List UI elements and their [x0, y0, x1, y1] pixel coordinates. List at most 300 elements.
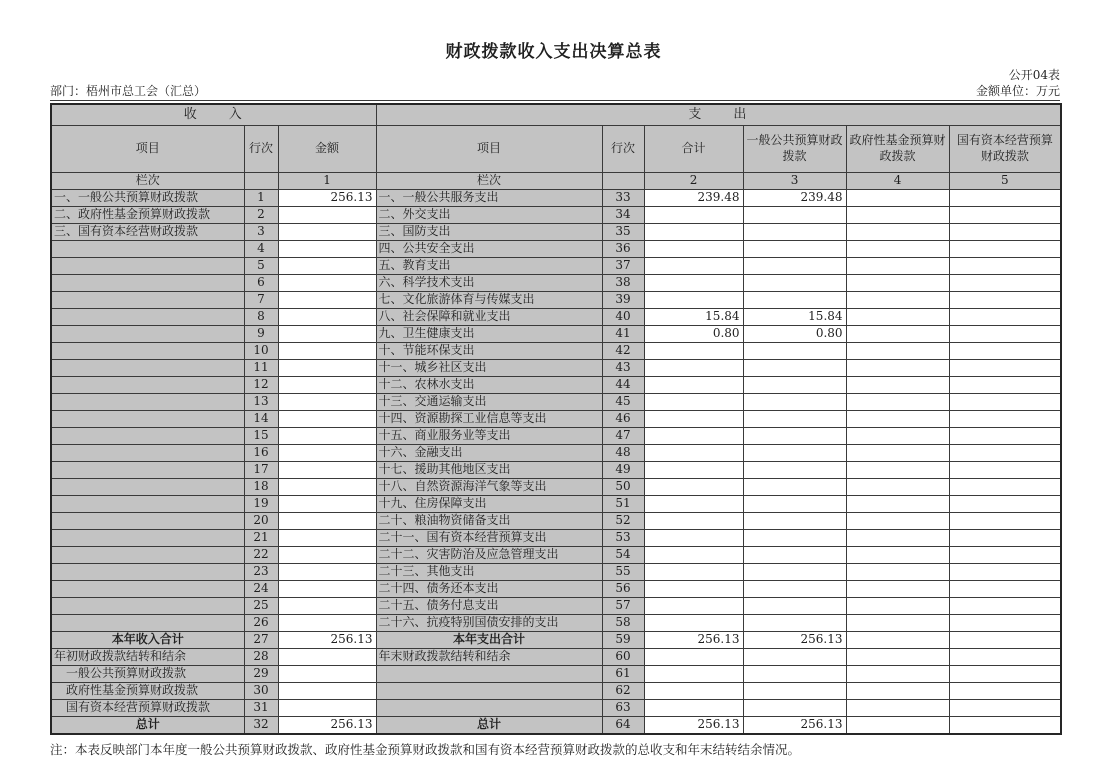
col-header-expense-total: 合计	[644, 126, 743, 173]
income-item-cell	[51, 394, 244, 411]
expense-item-cell: 三、国防支出	[376, 224, 602, 241]
expense-total-cell: 256.13	[644, 632, 743, 649]
expense-state-capital-cell	[949, 598, 1061, 615]
expense-line-cell: 47	[602, 428, 644, 445]
col-header-income-line: 行次	[244, 126, 278, 173]
income-amount-cell	[278, 411, 376, 428]
expense-state-capital-cell	[949, 394, 1061, 411]
expense-line-cell: 34	[602, 207, 644, 224]
expense-total-cell	[644, 394, 743, 411]
table-row	[51, 462, 1061, 479]
meta-block	[50, 68, 1060, 101]
expense-line-cell: 56	[602, 581, 644, 598]
expense-item-cell: 二十、粮油物资储备支出	[376, 513, 602, 530]
expense-general-budget-cell	[743, 462, 846, 479]
expense-gov-fund-cell	[846, 462, 949, 479]
expense-total-cell	[644, 207, 743, 224]
income-line-cell: 24	[244, 581, 278, 598]
expense-line-cell: 40	[602, 309, 644, 326]
income-amount-cell	[278, 547, 376, 564]
expense-general-budget-cell	[743, 649, 846, 666]
column-number-row	[51, 173, 1061, 190]
expense-general-budget-cell	[743, 598, 846, 615]
income-item-cell	[51, 241, 244, 258]
expense-general-budget-cell: 256.13	[743, 632, 846, 649]
income-amount-cell	[278, 598, 376, 615]
expense-gov-fund-cell	[846, 428, 949, 445]
table-row	[51, 292, 1061, 309]
expense-general-budget-cell	[743, 445, 846, 462]
income-line-cell: 3	[244, 224, 278, 241]
income-amount-cell	[278, 343, 376, 360]
table-row	[51, 632, 1061, 649]
income-item-cell	[51, 275, 244, 292]
income-amount-cell: 256.13	[278, 632, 376, 649]
expense-line-cell: 57	[602, 598, 644, 615]
expense-item-cell: 二十六、抗疫特别国债安排的支出	[376, 615, 602, 632]
expense-state-capital-cell	[949, 615, 1061, 632]
expense-line-cell: 35	[602, 224, 644, 241]
income-line-cell: 9	[244, 326, 278, 343]
expense-item-cell: 一、一般公共服务支出	[376, 190, 602, 207]
income-line-cell: 32	[244, 717, 278, 735]
income-amount-cell	[278, 394, 376, 411]
income-line-cell: 25	[244, 598, 278, 615]
col-header-general-budget: 一般公共预算财政拨款	[743, 126, 846, 173]
table-row	[51, 224, 1061, 241]
income-amount-cell	[278, 360, 376, 377]
income-item-cell: 总计	[51, 717, 244, 735]
expense-state-capital-cell	[949, 683, 1061, 700]
income-amount-cell	[278, 700, 376, 717]
table-row	[51, 258, 1061, 275]
section-header-row	[51, 104, 1061, 126]
expense-item-cell: 六、科学技术支出	[376, 275, 602, 292]
expense-general-budget-cell	[743, 666, 846, 683]
table-row	[51, 309, 1061, 326]
expense-total-cell	[644, 598, 743, 615]
income-line-cell: 12	[244, 377, 278, 394]
income-item-cell	[51, 598, 244, 615]
table-row	[51, 275, 1061, 292]
expense-state-capital-cell	[949, 547, 1061, 564]
expense-item-cell: 二十一、国有资本经营预算支出	[376, 530, 602, 547]
expense-general-budget-cell	[743, 224, 846, 241]
lanci-income-label: 栏次	[51, 173, 244, 190]
fiscal-table	[50, 103, 1062, 735]
expense-total-cell	[644, 496, 743, 513]
expense-total-cell	[644, 666, 743, 683]
expense-total-cell	[644, 445, 743, 462]
expense-general-budget-cell: 256.13	[743, 717, 846, 735]
income-item-cell	[51, 462, 244, 479]
table-row	[51, 377, 1061, 394]
table-row	[51, 394, 1061, 411]
expense-general-budget-cell	[743, 411, 846, 428]
expense-total-cell	[644, 513, 743, 530]
expense-general-budget-cell	[743, 513, 846, 530]
expense-line-cell: 54	[602, 547, 644, 564]
expense-gov-fund-cell	[846, 241, 949, 258]
expense-state-capital-cell	[949, 190, 1061, 207]
income-item-cell	[51, 564, 244, 581]
expense-state-capital-cell	[949, 258, 1061, 275]
expense-state-capital-cell	[949, 411, 1061, 428]
expense-gov-fund-cell	[846, 275, 949, 292]
expense-general-budget-cell: 0.80	[743, 326, 846, 343]
income-amount-cell	[278, 445, 376, 462]
expense-state-capital-cell	[949, 241, 1061, 258]
expense-line-cell: 64	[602, 717, 644, 735]
income-amount-cell	[278, 377, 376, 394]
expense-state-capital-cell	[949, 343, 1061, 360]
expense-state-capital-cell	[949, 564, 1061, 581]
col-header-state-capital: 国有资本经营预算财政拨款	[949, 126, 1061, 173]
income-amount-cell	[278, 649, 376, 666]
income-item-cell	[51, 292, 244, 309]
income-line-cell: 31	[244, 700, 278, 717]
expense-state-capital-cell	[949, 428, 1061, 445]
income-item-cell	[51, 479, 244, 496]
expense-state-capital-cell	[949, 360, 1061, 377]
income-amount-cell	[278, 479, 376, 496]
expense-state-capital-cell	[949, 309, 1061, 326]
expense-item-cell: 二十五、债务付息支出	[376, 598, 602, 615]
income-amount-cell	[278, 513, 376, 530]
expense-total-cell	[644, 615, 743, 632]
expense-state-capital-cell	[949, 632, 1061, 649]
income-item-cell: 一、一般公共预算财政拨款	[51, 190, 244, 207]
expense-gov-fund-cell	[846, 394, 949, 411]
expense-line-cell: 50	[602, 479, 644, 496]
expense-line-cell: 41	[602, 326, 644, 343]
table-row	[51, 190, 1061, 207]
lanci-expense-label: 栏次	[376, 173, 602, 190]
income-item-cell	[51, 258, 244, 275]
income-line-cell: 22	[244, 547, 278, 564]
income-line-cell: 5	[244, 258, 278, 275]
expense-total-cell	[644, 241, 743, 258]
income-line-cell: 7	[244, 292, 278, 309]
table-row	[51, 411, 1061, 428]
expense-line-cell: 36	[602, 241, 644, 258]
expense-gov-fund-cell	[846, 479, 949, 496]
table-row	[51, 207, 1061, 224]
expense-line-cell: 53	[602, 530, 644, 547]
expense-line-cell: 33	[602, 190, 644, 207]
table-row	[51, 343, 1061, 360]
expense-item-cell: 二十二、灾害防治及应急管理支出	[376, 547, 602, 564]
expense-general-budget-cell	[743, 241, 846, 258]
income-line-cell: 23	[244, 564, 278, 581]
income-item-cell: 三、国有资本经营财政拨款	[51, 224, 244, 241]
income-section-header: 收 入	[51, 104, 376, 126]
expense-state-capital-cell	[949, 496, 1061, 513]
income-item-cell: 政府性基金预算财政拨款	[51, 683, 244, 700]
expense-line-cell: 58	[602, 615, 644, 632]
expense-section-header: 支 出	[376, 104, 1061, 126]
expense-general-budget-cell	[743, 207, 846, 224]
income-amount-cell	[278, 275, 376, 292]
expense-total-cell	[644, 479, 743, 496]
expense-general-budget-cell	[743, 258, 846, 275]
col-header-income-item: 项目	[51, 126, 244, 173]
expense-gov-fund-cell	[846, 190, 949, 207]
table-row	[51, 547, 1061, 564]
lanci-income-line-blank	[244, 173, 278, 190]
expense-state-capital-cell	[949, 445, 1061, 462]
income-line-cell: 18	[244, 479, 278, 496]
income-item-cell	[51, 615, 244, 632]
table-row	[51, 428, 1061, 445]
income-item-cell	[51, 530, 244, 547]
lanci-expense-line-blank	[602, 173, 644, 190]
income-line-cell: 28	[244, 649, 278, 666]
income-line-cell: 2	[244, 207, 278, 224]
department-label: 部门：梧州市总工会（汇总）	[50, 84, 207, 98]
expense-total-cell	[644, 292, 743, 309]
expense-state-capital-cell	[949, 717, 1061, 735]
expense-item-cell: 十七、援助其他地区支出	[376, 462, 602, 479]
income-line-cell: 4	[244, 241, 278, 258]
table-row	[51, 598, 1061, 615]
income-item-cell	[51, 445, 244, 462]
income-amount-cell	[278, 564, 376, 581]
expense-line-cell: 37	[602, 258, 644, 275]
expense-gov-fund-cell	[846, 411, 949, 428]
income-line-cell: 19	[244, 496, 278, 513]
expense-total-cell	[644, 649, 743, 666]
col-num-1: 1	[278, 173, 376, 190]
income-item-cell	[51, 411, 244, 428]
expense-item-cell: 十、节能环保支出	[376, 343, 602, 360]
expense-general-budget-cell: 15.84	[743, 309, 846, 326]
income-amount-cell: 256.13	[278, 190, 376, 207]
expense-gov-fund-cell	[846, 581, 949, 598]
expense-line-cell: 48	[602, 445, 644, 462]
expense-item-cell	[376, 683, 602, 700]
expense-total-cell	[644, 581, 743, 598]
col-header-income-amount: 金额	[278, 126, 376, 173]
expense-item-cell: 十八、自然资源海洋气象等支出	[376, 479, 602, 496]
income-item-cell: 年初财政拨款结转和结余	[51, 649, 244, 666]
expense-gov-fund-cell	[846, 547, 949, 564]
expense-item-cell: 十三、交通运输支出	[376, 394, 602, 411]
expense-total-cell	[644, 258, 743, 275]
income-line-cell: 1	[244, 190, 278, 207]
expense-state-capital-cell	[949, 207, 1061, 224]
expense-gov-fund-cell	[846, 513, 949, 530]
expense-state-capital-cell	[949, 462, 1061, 479]
expense-gov-fund-cell	[846, 377, 949, 394]
income-line-cell: 11	[244, 360, 278, 377]
income-item-cell	[51, 326, 244, 343]
expense-item-cell: 二十三、其他支出	[376, 564, 602, 581]
expense-gov-fund-cell	[846, 292, 949, 309]
expense-state-capital-cell	[949, 326, 1061, 343]
expense-gov-fund-cell	[846, 343, 949, 360]
expense-gov-fund-cell	[846, 530, 949, 547]
income-line-cell: 16	[244, 445, 278, 462]
expense-item-cell: 十五、商业服务业等支出	[376, 428, 602, 445]
income-line-cell: 6	[244, 275, 278, 292]
expense-item-cell: 十四、资源勘探工业信息等支出	[376, 411, 602, 428]
expense-total-cell	[644, 683, 743, 700]
expense-general-budget-cell	[743, 683, 846, 700]
expense-total-cell	[644, 530, 743, 547]
meta-row	[50, 84, 1060, 101]
expense-item-cell: 十一、城乡社区支出	[376, 360, 602, 377]
expense-total-cell	[644, 564, 743, 581]
col-header-expense-item: 项目	[376, 126, 602, 173]
table-row	[51, 496, 1061, 513]
table-row	[51, 513, 1061, 530]
expense-gov-fund-cell	[846, 207, 949, 224]
income-item-cell: 一般公共预算财政拨款	[51, 666, 244, 683]
col-header-expense-line: 行次	[602, 126, 644, 173]
expense-gov-fund-cell	[846, 258, 949, 275]
expense-general-budget-cell	[743, 360, 846, 377]
expense-general-budget-cell: 239.48	[743, 190, 846, 207]
expense-gov-fund-cell	[846, 564, 949, 581]
income-item-cell	[51, 547, 244, 564]
expense-state-capital-cell	[949, 292, 1061, 309]
expense-state-capital-cell	[949, 275, 1061, 292]
income-amount-cell: 256.13	[278, 717, 376, 735]
income-item-cell	[51, 377, 244, 394]
expense-state-capital-cell	[949, 513, 1061, 530]
expense-total-cell	[644, 411, 743, 428]
expense-line-cell: 42	[602, 343, 644, 360]
table-row	[51, 445, 1061, 462]
expense-item-cell: 年末财政拨款结转和结余	[376, 649, 602, 666]
income-amount-cell	[278, 530, 376, 547]
expense-general-budget-cell	[743, 496, 846, 513]
expense-total-cell	[644, 377, 743, 394]
footnote: 注：本表反映部门本年度一般公共预算财政拨款、政府性基金预算财政拨款和国有资本经营预算财政拨款的总收支和年末结转结余情况。	[50, 742, 801, 757]
expense-general-budget-cell	[743, 394, 846, 411]
expense-state-capital-cell	[949, 581, 1061, 598]
expense-line-cell: 51	[602, 496, 644, 513]
expense-state-capital-cell	[949, 649, 1061, 666]
table-code: 公开04表	[1008, 68, 1060, 82]
income-amount-cell	[278, 224, 376, 241]
expense-general-budget-cell	[743, 479, 846, 496]
expense-gov-fund-cell	[846, 360, 949, 377]
income-amount-cell	[278, 666, 376, 683]
expense-item-cell: 总计	[376, 717, 602, 735]
col-header-gov-fund: 政府性基金预算财政拨款	[846, 126, 949, 173]
col-num-3: 3	[743, 173, 846, 190]
income-item-cell	[51, 513, 244, 530]
expense-line-cell: 52	[602, 513, 644, 530]
expense-item-cell: 五、教育支出	[376, 258, 602, 275]
expense-general-budget-cell	[743, 292, 846, 309]
expense-line-cell: 61	[602, 666, 644, 683]
income-line-cell: 30	[244, 683, 278, 700]
income-line-cell: 21	[244, 530, 278, 547]
expense-total-cell	[644, 462, 743, 479]
income-item-cell: 二、政府性基金预算财政拨款	[51, 207, 244, 224]
expense-item-cell: 七、文化旅游体育与传媒支出	[376, 292, 602, 309]
expense-item-cell: 十九、住房保障支出	[376, 496, 602, 513]
expense-line-cell: 44	[602, 377, 644, 394]
col-num-2: 2	[644, 173, 743, 190]
income-line-cell: 13	[244, 394, 278, 411]
income-line-cell: 14	[244, 411, 278, 428]
income-line-cell: 26	[244, 615, 278, 632]
income-line-cell: 10	[244, 343, 278, 360]
income-item-cell: 本年收入合计	[51, 632, 244, 649]
expense-gov-fund-cell	[846, 683, 949, 700]
expense-total-cell	[644, 224, 743, 241]
income-amount-cell	[278, 258, 376, 275]
expense-item-cell: 二、外交支出	[376, 207, 602, 224]
expense-item-cell: 本年支出合计	[376, 632, 602, 649]
expense-gov-fund-cell	[846, 700, 949, 717]
expense-line-cell: 39	[602, 292, 644, 309]
income-item-cell	[51, 309, 244, 326]
table-row	[51, 326, 1061, 343]
table-row	[51, 360, 1061, 377]
expense-total-cell	[644, 428, 743, 445]
income-item-cell	[51, 496, 244, 513]
expense-item-cell: 四、公共安全支出	[376, 241, 602, 258]
income-line-cell: 20	[244, 513, 278, 530]
income-amount-cell	[278, 241, 376, 258]
expense-line-cell: 45	[602, 394, 644, 411]
expense-gov-fund-cell	[846, 326, 949, 343]
page-title: 财政拨款收入支出决算总表	[445, 42, 662, 62]
expense-item-cell: 九、卫生健康支出	[376, 326, 602, 343]
income-line-cell: 27	[244, 632, 278, 649]
expense-line-cell: 46	[602, 411, 644, 428]
expense-total-cell: 256.13	[644, 717, 743, 735]
table-row	[51, 683, 1061, 700]
table-row	[51, 700, 1061, 717]
expense-line-cell: 38	[602, 275, 644, 292]
expense-total-cell	[644, 700, 743, 717]
expense-gov-fund-cell	[846, 445, 949, 462]
expense-item-cell: 十六、金融支出	[376, 445, 602, 462]
col-num-4: 4	[846, 173, 949, 190]
expense-general-budget-cell	[743, 428, 846, 445]
expense-general-budget-cell	[743, 530, 846, 547]
expense-gov-fund-cell	[846, 632, 949, 649]
expense-gov-fund-cell	[846, 598, 949, 615]
expense-general-budget-cell	[743, 377, 846, 394]
income-amount-cell	[278, 615, 376, 632]
expense-item-cell	[376, 700, 602, 717]
expense-line-cell: 63	[602, 700, 644, 717]
expense-total-cell: 239.48	[644, 190, 743, 207]
expense-gov-fund-cell	[846, 615, 949, 632]
expense-total-cell: 15.84	[644, 309, 743, 326]
income-amount-cell	[278, 683, 376, 700]
table-body	[51, 190, 1061, 735]
table-row	[51, 649, 1061, 666]
table-row	[51, 479, 1061, 496]
table-row	[51, 564, 1061, 581]
income-item-cell	[51, 581, 244, 598]
expense-general-budget-cell	[743, 564, 846, 581]
column-header-row	[51, 126, 1061, 173]
expense-item-cell: 二十四、债务还本支出	[376, 581, 602, 598]
expense-gov-fund-cell	[846, 224, 949, 241]
income-amount-cell	[278, 581, 376, 598]
income-amount-cell	[278, 496, 376, 513]
table-row	[51, 666, 1061, 683]
